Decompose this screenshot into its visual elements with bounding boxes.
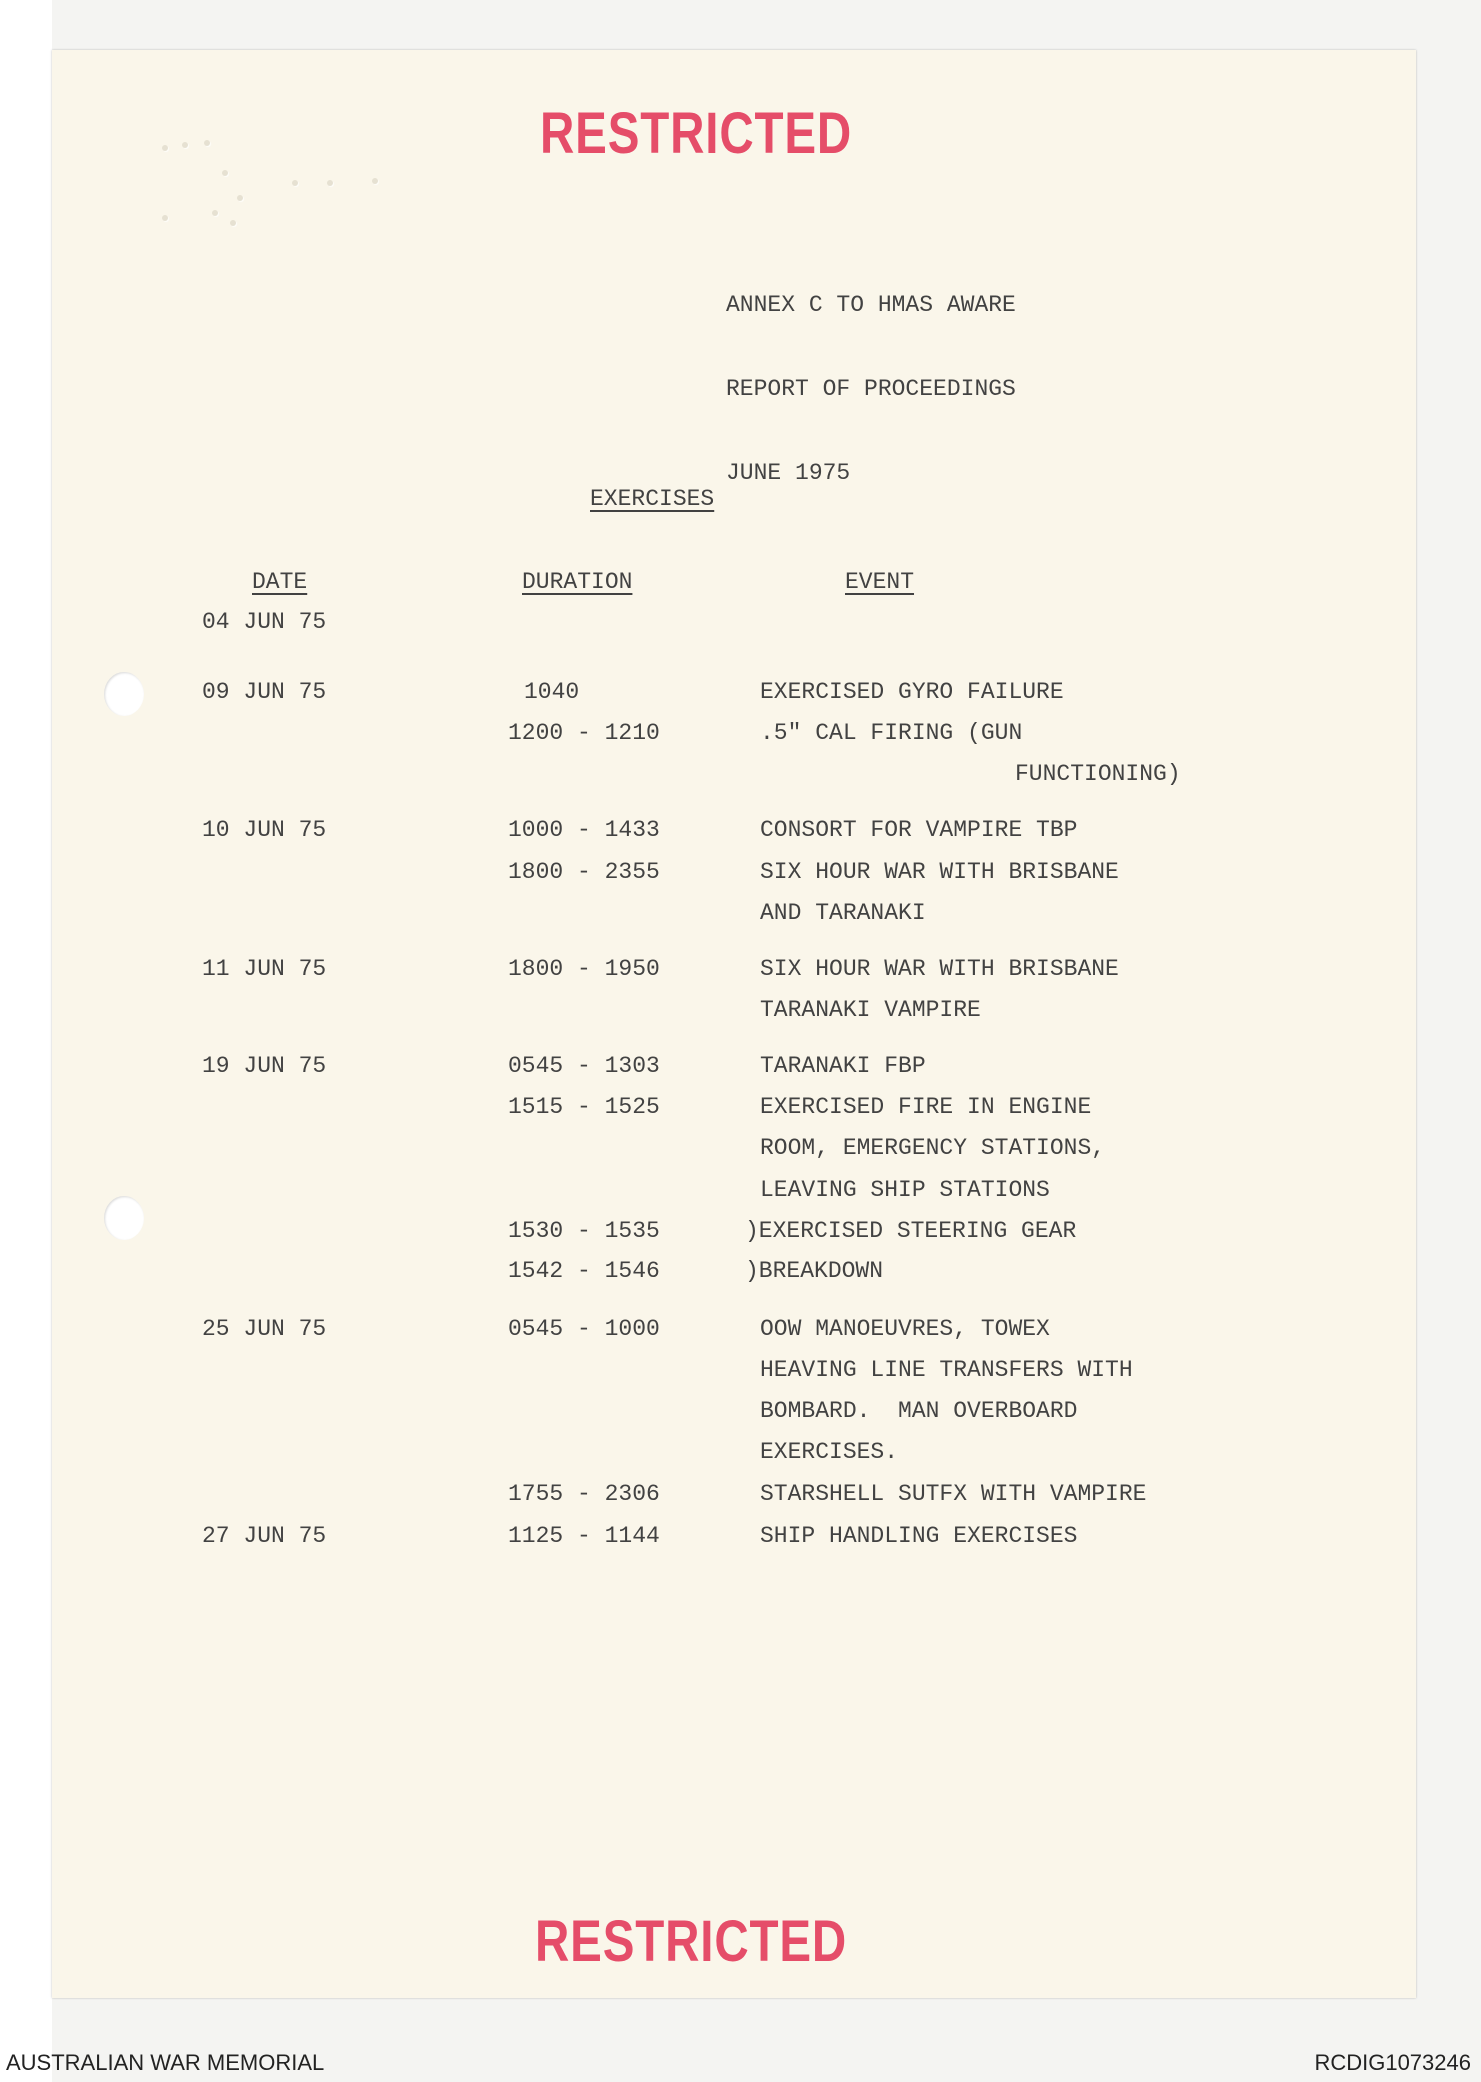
row-duration: 1800 - 2355 xyxy=(508,859,660,885)
embossed-seal-mark xyxy=(142,140,432,270)
row-duration: 1000 - 1433 xyxy=(508,817,660,843)
row-event: FUNCTIONING) xyxy=(1015,761,1181,787)
row-date: 10 JUN 75 xyxy=(202,817,327,843)
report-line: REPORT OF PROCEEDINGS xyxy=(726,376,1016,402)
restricted-stamp-top: RESTRICTED xyxy=(540,101,853,166)
column-header-event: EVENT xyxy=(845,569,915,595)
archive-id: RCDIG1073246 xyxy=(1314,2050,1471,2075)
row-event: TARANAKI FBP xyxy=(760,1053,926,1079)
row-date: 25 JUN 75 xyxy=(202,1316,327,1342)
row-duration: 1800 - 1950 xyxy=(508,956,660,982)
row-event: AND TARANAKI xyxy=(760,900,926,926)
row-event: LEAVING SHIP STATIONS xyxy=(760,1177,1050,1203)
column-header-date: DATE xyxy=(252,569,308,595)
row-event: SIX HOUR WAR WITH BRISBANE xyxy=(760,859,1119,885)
row-duration: 0545 - 1303 xyxy=(508,1053,660,1079)
scan-margin xyxy=(0,0,52,2082)
row-date: 04 JUN 75 xyxy=(202,609,327,635)
row-duration: 1542 - 1546 xyxy=(508,1258,660,1284)
punch-hole xyxy=(104,672,144,716)
row-date: 27 JUN 75 xyxy=(202,1523,327,1549)
row-event: STARSHELL SUTFX WITH VAMPIRE xyxy=(760,1481,1147,1507)
row-date: 11 JUN 75 xyxy=(202,956,327,982)
row-event: EXERCISED GYRO FAILURE xyxy=(760,679,1064,705)
annex-header xyxy=(726,235,1016,515)
row-event: TARANAKI VAMPIRE xyxy=(760,997,981,1023)
row-duration: 1755 - 2306 xyxy=(508,1481,660,1507)
column-header-duration: DURATION xyxy=(522,569,633,595)
row-duration: 1530 - 1535 xyxy=(508,1218,660,1244)
annex-line: ANNEX C TO HMAS AWARE xyxy=(726,292,1016,318)
restricted-stamp-bottom: RESTRICTED xyxy=(535,1909,848,1974)
row-date: 09 JUN 75 xyxy=(202,679,327,705)
archive-credit: AUSTRALIAN WAR MEMORIAL xyxy=(6,2050,325,2075)
row-duration: 0545 - 1000 xyxy=(508,1316,660,1342)
row-duration: 1515 - 1525 xyxy=(508,1094,660,1120)
row-duration: 1125 - 1144 xyxy=(508,1523,660,1549)
row-duration: 1040 xyxy=(524,679,580,705)
row-event: )BREAKDOWN xyxy=(745,1258,884,1284)
row-event: EXERCISES. xyxy=(760,1439,899,1465)
row-event: )EXERCISED STEERING GEAR xyxy=(745,1218,1077,1244)
punch-hole xyxy=(104,1196,144,1240)
row-event: EXERCISED FIRE IN ENGINE xyxy=(760,1094,1092,1120)
row-event: SIX HOUR WAR WITH BRISBANE xyxy=(760,956,1119,982)
row-event: .5" CAL FIRING (GUN xyxy=(760,720,1023,746)
section-title: EXERCISES xyxy=(590,486,715,512)
row-event: OOW MANOEUVRES, TOWEX xyxy=(760,1316,1050,1342)
row-event: CONSORT FOR VAMPIRE TBP xyxy=(760,817,1078,843)
date-line: JUNE 1975 xyxy=(726,460,851,486)
row-event: BOMBARD. MAN OVERBOARD xyxy=(760,1398,1078,1424)
row-event: HEAVING LINE TRANSFERS WITH xyxy=(760,1357,1133,1383)
row-event: SHIP HANDLING EXERCISES xyxy=(760,1523,1078,1549)
row-date: 19 JUN 75 xyxy=(202,1053,327,1079)
row-event: ROOM, EMERGENCY STATIONS, xyxy=(760,1135,1106,1161)
row-duration: 1200 - 1210 xyxy=(508,720,660,746)
